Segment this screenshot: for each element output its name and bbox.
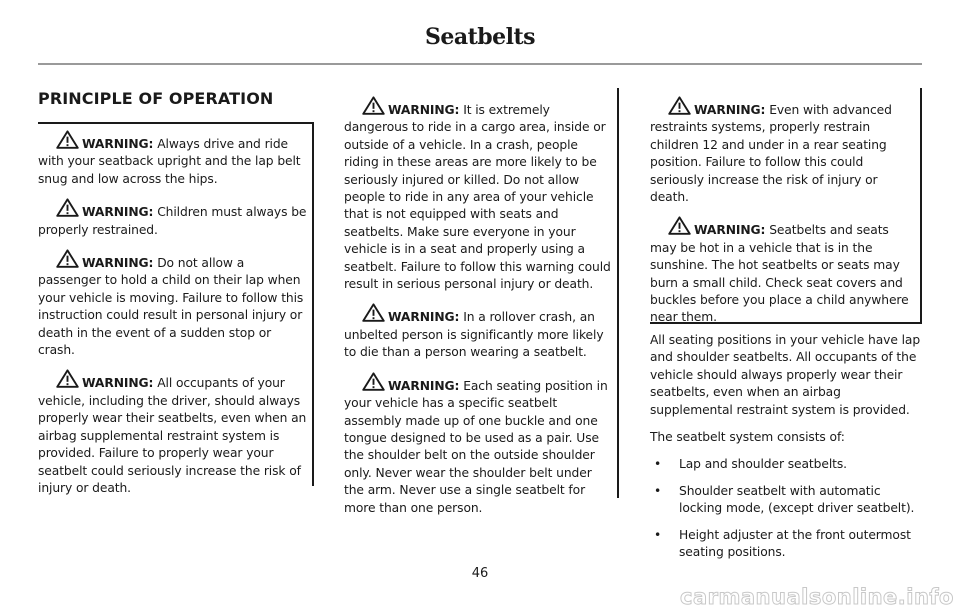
warning-text: Children must always be properly restrained. xyxy=(38,205,307,237)
warning-text: It is extremely dangerous to ride in a cargo area, inside or outside of a vehicle. In a crash, people riding in these areas are more likely to be seriously injured or killed. Do not allow people to ride in any area of your vehicle that is not equipped with seats and seatbelts. Make sure everyone in your vehicle is in a seat and properly using a seatbelt. Failure to follow this warning could result in serious personal injury or death. xyxy=(344,103,611,292)
warning-label: WARNING: xyxy=(694,103,766,117)
warning-label: WARNING: xyxy=(82,256,154,271)
list-item xyxy=(650,483,926,518)
page-title: Seatbelts xyxy=(424,24,536,50)
warning-text: Even with advanced restraints systems, properly restrain children 12 and under in a rear seating position. Failure to follow this could seriously increase the risk of injury or death. xyxy=(650,103,892,205)
col3-body xyxy=(650,332,926,570)
warning-label: WARNING: xyxy=(388,378,460,393)
warning-triangle-icon xyxy=(362,96,385,115)
warning-block xyxy=(38,249,310,359)
warning-triangle-icon xyxy=(668,216,691,235)
warning-text: In a rollover crash, an unbelted person is significantly more likely to die than a person wearing a seatbelt. xyxy=(344,310,604,360)
warning-block xyxy=(344,372,615,517)
warning-block xyxy=(38,198,310,239)
warning-text: Do not allow a passenger to hold a child on their lap when your vehicle is moving. Failure to follow this instruction could result in personal injury or death in the event of a sudden stop or crash. xyxy=(38,256,304,358)
list-item xyxy=(650,456,926,473)
list-item-text: Height adjuster at the front outermost seating positions. xyxy=(679,527,911,560)
col3-box-right-rule xyxy=(920,88,922,324)
warning-triangle-icon xyxy=(56,198,79,217)
warning-triangle-icon xyxy=(56,249,79,268)
warning-triangle-icon xyxy=(362,372,385,391)
bullet: • xyxy=(654,457,662,472)
warning-text: Always drive and ride with your seatback upright and the lap belt snug and low across the hips. xyxy=(38,137,301,186)
warning-triangle-icon xyxy=(668,96,691,115)
warning-triangle-icon xyxy=(56,369,79,388)
warning-label: WARNING: xyxy=(82,137,154,151)
warning-block xyxy=(344,303,615,361)
warning-block xyxy=(38,130,310,188)
watermark: carmanualsonline.info xyxy=(680,585,954,609)
page-number: 46 xyxy=(471,566,489,581)
section-heading: PRINCIPLE OF OPERATION xyxy=(38,89,274,108)
warning-block xyxy=(38,369,310,497)
warning-block xyxy=(650,216,918,326)
bullet: • xyxy=(654,527,662,542)
warning-label: WARNING: xyxy=(82,205,154,220)
warning-triangle-icon xyxy=(362,303,385,322)
col2-warnings xyxy=(344,96,615,527)
header-divider xyxy=(38,63,922,65)
warning-label: WARNING: xyxy=(388,310,460,325)
warning-label: WARNING: xyxy=(388,103,460,117)
warning-label: WARNING: xyxy=(82,376,154,391)
warning-text: All occupants of your vehicle, including the driver, should always properly wear their seatbelts, even when an airbag supplemental restraint system is provided. Failure to properly wear your seatbelt could seriously increase the risk of injury or death. xyxy=(38,376,307,495)
system-components-list xyxy=(650,456,926,561)
warning-text: Seatbelts and seats may be hot in a vehicle that is in the sunshine. The hot seatbelts or seats may burn a small child. Check seat covers and buckles before you place a child anywhere near them. xyxy=(650,223,909,325)
warning-text: Each seating position in your vehicle has a specific seatbelt assembly made up of one buckle and one tongue designed to be used as a pair. Use the shoulder belt on the outside shoulder only. Never wear the shoulder belt under the arm. Never use a single seatbelt for more than one person. xyxy=(344,378,608,515)
col1-box-right-rule xyxy=(312,122,314,486)
warning-block xyxy=(650,96,918,206)
warning-block xyxy=(344,96,615,293)
body-paragraph: All seating positions in your vehicle have lap and shoulder seatbelts. All occupants of the vehicle should always properly wear their seatbelts, even when an airbag supplemental restraint system is provided. xyxy=(650,333,921,417)
col1-box-top-rule xyxy=(38,122,314,124)
list-item xyxy=(650,527,926,562)
warning-label: WARNING: xyxy=(694,223,766,238)
list-intro: The seatbelt system consists of: xyxy=(650,430,845,445)
warning-triangle-icon xyxy=(56,130,79,149)
list-item-text: Lap and shoulder seatbelts. xyxy=(679,457,847,472)
bullet: • xyxy=(654,483,662,498)
col3-warnings xyxy=(650,96,918,337)
col1-warnings xyxy=(38,130,310,507)
list-item-text: Shoulder seatbelt with automatic locking mode, (except driver seatbelt). xyxy=(679,483,915,516)
col2-box-right-rule xyxy=(617,88,619,498)
